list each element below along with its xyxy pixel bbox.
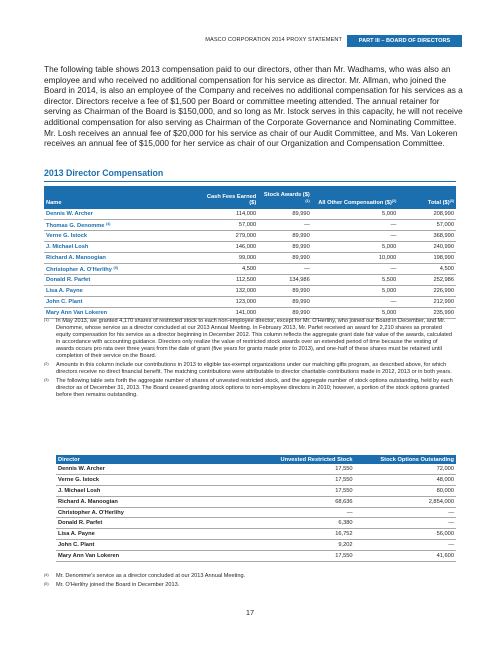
total-cell: 240,990 (398, 242, 456, 253)
table-header-row (56, 455, 456, 464)
section-title: 2013 Director Compensation (44, 168, 456, 182)
table-header-row (44, 186, 456, 209)
footnote-marker: (4) (44, 573, 49, 577)
options-cell: 72,000 (355, 464, 456, 474)
options-cell: — (355, 540, 456, 551)
table-row (44, 242, 456, 253)
footnote-marker: (1) (44, 318, 49, 322)
table-row (56, 540, 456, 551)
other-cell: 5,000 (312, 308, 399, 319)
cash-cell: 141,000 (203, 308, 259, 319)
table-row (56, 529, 456, 540)
footnote (44, 573, 456, 580)
footnote-text: The following table sets forth the aggregate number of shares of unvested restricted stock, and the aggregate number of stock options outstanding, held by each director as of December 31, 2013. The Board ceased granting stock options to non-employee directors in 2010; however, a portion of the stock options granted before then remains outstanding. (56, 378, 453, 398)
options-cell: — (355, 507, 456, 518)
stock-cell: 89,990 (258, 242, 312, 253)
cash-cell: 132,000 (203, 286, 259, 297)
stock-cell: 89,990 (258, 286, 312, 297)
column-header-director: Director (56, 455, 253, 464)
cash-cell: 4,500 (203, 264, 259, 275)
options-cell: 56,000 (355, 529, 456, 540)
footnote (44, 362, 456, 376)
unvested-cell: 17,550 (253, 485, 354, 496)
footnote-ref: (1) (305, 199, 310, 204)
director-name-cell (44, 209, 203, 220)
total-cell: 235,990 (398, 308, 456, 319)
page-number: 17 (245, 608, 255, 617)
table-row (44, 209, 456, 220)
table-row (44, 220, 456, 231)
other-cell: — (312, 264, 399, 275)
cash-cell: 123,000 (203, 297, 259, 308)
director-name-cell (44, 308, 203, 319)
director-name: J. Michael Losh (46, 244, 89, 250)
table-row (56, 474, 456, 485)
director-name: Donald R. Parfet (46, 277, 91, 283)
column-header-stock: Stock Awards ($)$^{(1)}$ (258, 186, 312, 209)
footnote-ref: (5) (113, 265, 118, 270)
table-row (56, 518, 456, 529)
footnote-ref: (3) (449, 199, 454, 204)
unvested-cell: 68,636 (253, 496, 354, 507)
stock-cell: — (258, 220, 312, 231)
director-name-cell (44, 297, 203, 308)
table-row (44, 264, 456, 275)
director-name-cell: Richard A. Manoogian (56, 496, 253, 507)
other-cell: — (312, 231, 399, 242)
director-equity-table (56, 455, 456, 562)
director-name: Richard A. Manoogian (46, 255, 106, 261)
total-cell: 57,000 (398, 220, 456, 231)
page-header (0, 35, 500, 47)
unvested-cell: 17,550 (253, 474, 354, 485)
director-name-cell: John C. Plant (56, 540, 253, 551)
table-row (44, 286, 456, 297)
options-cell: 41,600 (355, 551, 456, 562)
total-cell: 368,990 (398, 231, 456, 242)
director-name: Mary Ann Van Lokeren (46, 310, 108, 316)
director-name: Verne G. Istock (46, 233, 88, 239)
director-name-cell: Christopher A. O'Herlihy (56, 507, 253, 518)
unvested-cell: 17,550 (253, 551, 354, 562)
other-cell: — (312, 297, 399, 308)
table-row (56, 551, 456, 562)
footnote-text: Mr. O'Herlihy joined the Board in December 2013. (56, 582, 180, 588)
director-name-cell: Donald R. Parfet (56, 518, 253, 529)
cash-cell: 99,000 (203, 253, 259, 264)
director-name-cell: Lisa A. Payne (56, 529, 253, 540)
footnote-text: Amounts in this column include our contributions in 2013 to eligible tax-exempt organizations under our matching gifts program, as described above, for which directors receive no direct financial benefit. The matching contributions were attributable to director charitable contributions made in 2012, 2013 or in both years. (56, 362, 452, 375)
director-compensation-table (44, 186, 456, 319)
director-name-cell: Dennis W. Archer (56, 464, 253, 474)
director-name-cell (44, 242, 203, 253)
director-name: Lisa A. Payne (46, 288, 83, 294)
cash-cell: 112,500 (203, 275, 259, 286)
stock-cell: 89,990 (258, 308, 312, 319)
footnotes (44, 318, 456, 401)
cash-cell: 146,000 (203, 242, 259, 253)
column-header-unvested: Unvested Restricted Stock (253, 455, 354, 464)
table-row (56, 507, 456, 518)
other-cell: 5,000 (312, 242, 399, 253)
column-header-name: Name (44, 186, 203, 209)
other-cell: 5,000 (312, 286, 399, 297)
column-header-total: Total ($)$^{(3)}$ (398, 186, 456, 209)
table-row (44, 308, 456, 319)
footnote-ref: (2) (391, 199, 397, 204)
table-row (56, 464, 456, 474)
table-row (56, 485, 456, 496)
table-row (56, 496, 456, 507)
intro-paragraph: The following table shows 2013 compensation paid to our directors, other than Mr. Wadhams, who was also an employee and who received no additional compensation for his service as director. Mr. Allman, who joined the Board in 2014, is also an employee of the Company and receives no additional compensation for his services as a director. Directors receive a fee of $1,500 per Board or committee meeting attended. The annual retainer for serving as Chairman of the Board is $150,000, and so long as Mr. Istock serves in this capacity, he will not receive additional compensation for also serving as Chairman of the Corporate Governance and Nominating Committee. Mr. Losh receives an annual fee of $20,000 for his service as chair of our Audit Committee, and Ms. Van Lokeren receives an annual fee of $15,000 for her service as chair of our Organization and Compensation Committee. (44, 64, 463, 149)
stock-cell: 89,990 (258, 231, 312, 242)
footnote (44, 582, 456, 589)
total-cell: 208,990 (398, 209, 456, 220)
director-name: Thomas G. Denomme (46, 222, 105, 229)
other-cell: — (312, 220, 399, 231)
stock-cell: — (258, 264, 312, 275)
footnote-marker: (2) (44, 362, 49, 366)
cash-cell: 114,000 (203, 209, 259, 220)
director-name-cell: Verne G. Istock (56, 474, 253, 485)
column-header-other: All Other Compensation ($)$^{(2)}$ (312, 186, 399, 209)
options-cell: 2,854,000 (355, 496, 456, 507)
director-name-cell (44, 253, 203, 264)
table-row (44, 297, 456, 308)
total-cell: 252,986 (398, 275, 456, 286)
table-row (44, 253, 456, 264)
unvested-cell: 6,380 (253, 518, 354, 529)
director-name-cell (44, 286, 203, 297)
table-row (44, 275, 456, 286)
director-name-cell (44, 275, 203, 286)
footnote (44, 378, 456, 399)
footnote-text: Mr. Denomme's service as a director concluded at our 2013 Annual Meeting. (56, 573, 246, 579)
footnote-marker: (3) (44, 378, 49, 382)
director-name: Dennis W. Archer (46, 211, 93, 217)
options-cell: — (355, 518, 456, 529)
total-cell: 4,500 (398, 264, 456, 275)
other-cell: 5,000 (312, 209, 399, 220)
column-header-cash: Cash Fees Earned ($) (203, 186, 259, 209)
unvested-cell: 17,550 (253, 464, 354, 474)
footnote-ref: (4) (106, 221, 111, 226)
director-name-cell: J. Michael Losh (56, 485, 253, 496)
document-title: MASCO CORPORATION 2014 PROXY STATEMENT (205, 37, 342, 43)
unvested-cell: 16,752 (253, 529, 354, 540)
footnote-text: In May 2013, we granted 4,170 shares of restricted stock to each non-employee director, except for Mr. O'Herlihy, who joined our Board in December, and Mr. Denomme, whose service as a director concluded at our 2013 Annual Meeting. In February 2013, Mr. Parfet received an award for 2,210 shares as prorated equity compensation for his service as a director beginning in December 2012. This column reflects the aggregate grant date fair value of the awards, calculated in accordance with accounting guidance. Directors only realize the value of restricted stock awards over an extended period of time because the vesting of awards occurs pro rata over three years from the date of grant (five years for grants made prior to 2013), and one-half of these shares must be retained until completion of their service on the Board. (56, 318, 453, 359)
stock-cell: 89,990 (258, 209, 312, 220)
director-name-cell (44, 264, 203, 275)
total-cell: 212,990 (398, 297, 456, 308)
director-name: John C. Plant (46, 299, 83, 305)
director-name: Christopher A. O'Herlihy (46, 266, 112, 273)
total-cell: 226,990 (398, 286, 456, 297)
unvested-cell: 9,202 (253, 540, 354, 551)
column-header-options: Stock Options Outstanding (355, 455, 456, 464)
stock-cell: 89,990 (258, 297, 312, 308)
cash-cell: 279,000 (203, 231, 259, 242)
options-cell: 48,000 (355, 474, 456, 485)
director-name-cell: Mary Ann Van Lokeren (56, 551, 253, 562)
director-name-cell (44, 220, 203, 231)
total-cell: 198,990 (398, 253, 456, 264)
other-cell: 10,000 (312, 253, 399, 264)
stock-cell: 134,986 (258, 275, 312, 286)
table-row (44, 231, 456, 242)
other-cell: 5,500 (312, 275, 399, 286)
section-badge: PART III – BOARD OF DIRECTORS (347, 35, 462, 47)
cash-cell: 57,000 (203, 220, 259, 231)
options-cell: 80,000 (355, 485, 456, 496)
footnote (44, 318, 456, 360)
director-name-cell (44, 231, 203, 242)
footnote-marker: (5) (44, 582, 49, 586)
stock-cell: 89,990 (258, 253, 312, 264)
footnotes-secondary (44, 573, 456, 591)
unvested-cell: — (253, 507, 354, 518)
